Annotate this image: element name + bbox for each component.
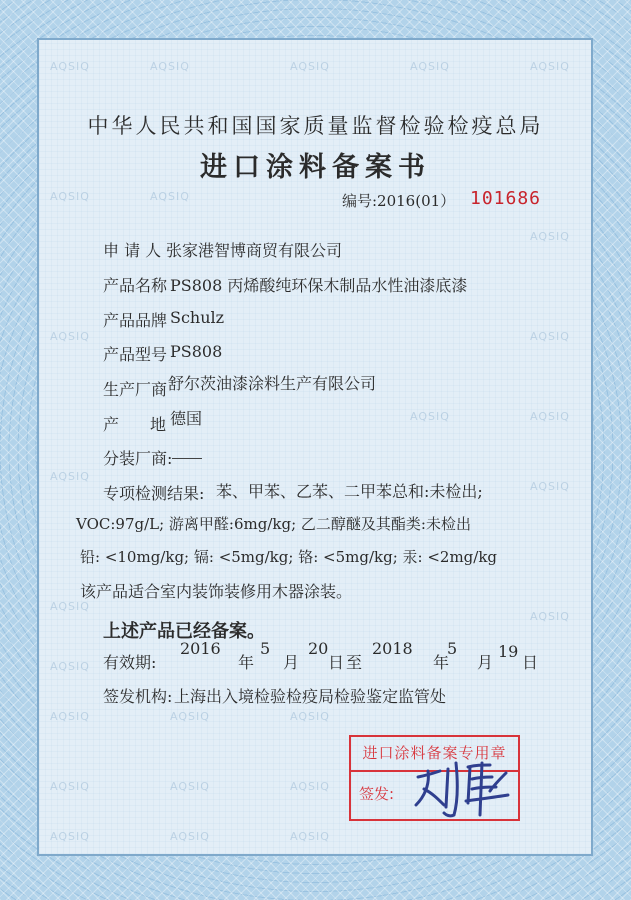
test-results-line-1: 苯、甲苯、乙苯、二甲苯总和:未检出; xyxy=(216,482,483,501)
watermark: AQSIQ xyxy=(530,410,570,423)
watermark: AQSIQ xyxy=(50,330,90,343)
product-name-label: 产品名称 xyxy=(103,276,168,295)
validity-day-char: 日 xyxy=(328,653,345,672)
number-label: 编号:2016(01） xyxy=(342,192,456,210)
filed-statement: 上述产品已经备案。 xyxy=(103,621,265,642)
validity-day-char-2: 日 xyxy=(522,653,539,672)
validity-year-char-2: 年 xyxy=(433,653,450,672)
watermark: AQSIQ xyxy=(290,710,330,723)
test-results-line-2: VOC:97g/L; 游离甲醛:6mg/kg; 乙二醇醚及其酯类:未检出 xyxy=(76,515,471,533)
watermark: AQSIQ xyxy=(170,830,210,843)
watermark: AQSIQ xyxy=(50,830,90,843)
product-name-value: PS808 丙烯酸纯环保木制品水性油漆底漆 xyxy=(170,276,468,295)
issuer-label: 签发机构: xyxy=(103,687,173,706)
test-results-line-3: 铅: <10mg/kg; 镉: <5mg/kg; 铬: <5mg/kg; 汞: <2mg/kg xyxy=(80,548,498,566)
test-results-label: 专项检测结果: xyxy=(103,484,205,503)
watermark: AQSIQ xyxy=(530,480,570,493)
watermark: AQSIQ xyxy=(410,410,450,423)
watermark: AQSIQ xyxy=(50,190,90,203)
usage-statement: 该产品适合室内装饰装修用木器涂装。 xyxy=(80,582,353,601)
validity-start-day: 20 xyxy=(308,639,329,658)
watermark: AQSIQ xyxy=(50,470,90,483)
watermark: AQSIQ xyxy=(170,780,210,793)
watermark: AQSIQ xyxy=(290,60,330,73)
model-label: 产品型号 xyxy=(103,345,168,364)
watermark: AQSIQ xyxy=(150,190,190,203)
validity-label: 有效期: xyxy=(103,653,157,672)
issuing-authority: 中华人民共和国国家质量监督检验检疫总局 xyxy=(87,114,544,138)
validity-end-year: 2018 xyxy=(372,639,413,658)
watermark: AQSIQ xyxy=(410,60,450,73)
validity-to-char: 至 xyxy=(346,653,363,672)
manufacturer-value: 舒尔茨油漆涂料生产有限公司 xyxy=(168,374,377,393)
watermark: AQSIQ xyxy=(530,60,570,73)
applicant-label: 申 请 人 xyxy=(103,241,162,260)
watermark: AQSIQ xyxy=(530,330,570,343)
watermark: AQSIQ xyxy=(50,660,90,673)
validity-end-day: 19 xyxy=(498,642,519,661)
applicant-value: 张家港智博商贸有限公司 xyxy=(166,241,343,260)
validity-end-month: 5 xyxy=(447,639,458,658)
watermark: AQSIQ xyxy=(530,230,570,243)
document-title: 进口涂料备案书 xyxy=(200,152,431,183)
serial-number: 101686 xyxy=(470,188,542,209)
watermark: AQSIQ xyxy=(150,60,190,73)
brand-value: Schulz xyxy=(170,308,225,327)
validity-start-month: 5 xyxy=(260,639,271,658)
stamp-sign-label: 签发: xyxy=(359,785,395,803)
watermark: AQSIQ xyxy=(50,710,90,723)
stamp-title: 进口涂料备案专用章 xyxy=(362,744,507,762)
watermark: AQSIQ xyxy=(50,600,90,613)
watermark: AQSIQ xyxy=(50,60,90,73)
watermark: AQSIQ xyxy=(50,780,90,793)
packager-blank xyxy=(172,458,202,459)
handwritten-signature xyxy=(410,755,520,825)
validity-month-char: 月 xyxy=(283,653,300,672)
model-value: PS808 xyxy=(170,342,223,361)
packager-label: 分装厂商: xyxy=(103,449,173,468)
watermark: AQSIQ xyxy=(290,830,330,843)
origin-value: 德国 xyxy=(170,409,203,428)
watermark: AQSIQ xyxy=(290,780,330,793)
origin-label-2: 地 xyxy=(150,415,167,434)
origin-label: 产 xyxy=(103,415,120,434)
validity-start-year: 2016 xyxy=(180,639,221,658)
watermark: AQSIQ xyxy=(170,710,210,723)
validity-year-char: 年 xyxy=(238,653,255,672)
watermark: AQSIQ xyxy=(530,610,570,623)
validity-month-char-2: 月 xyxy=(477,653,494,672)
brand-label: 产品品牌 xyxy=(103,311,168,330)
issuer-value: 上海出入境检验检疫局检验鉴定监管处 xyxy=(174,687,447,706)
manufacturer-label: 生产厂商 xyxy=(103,380,168,399)
